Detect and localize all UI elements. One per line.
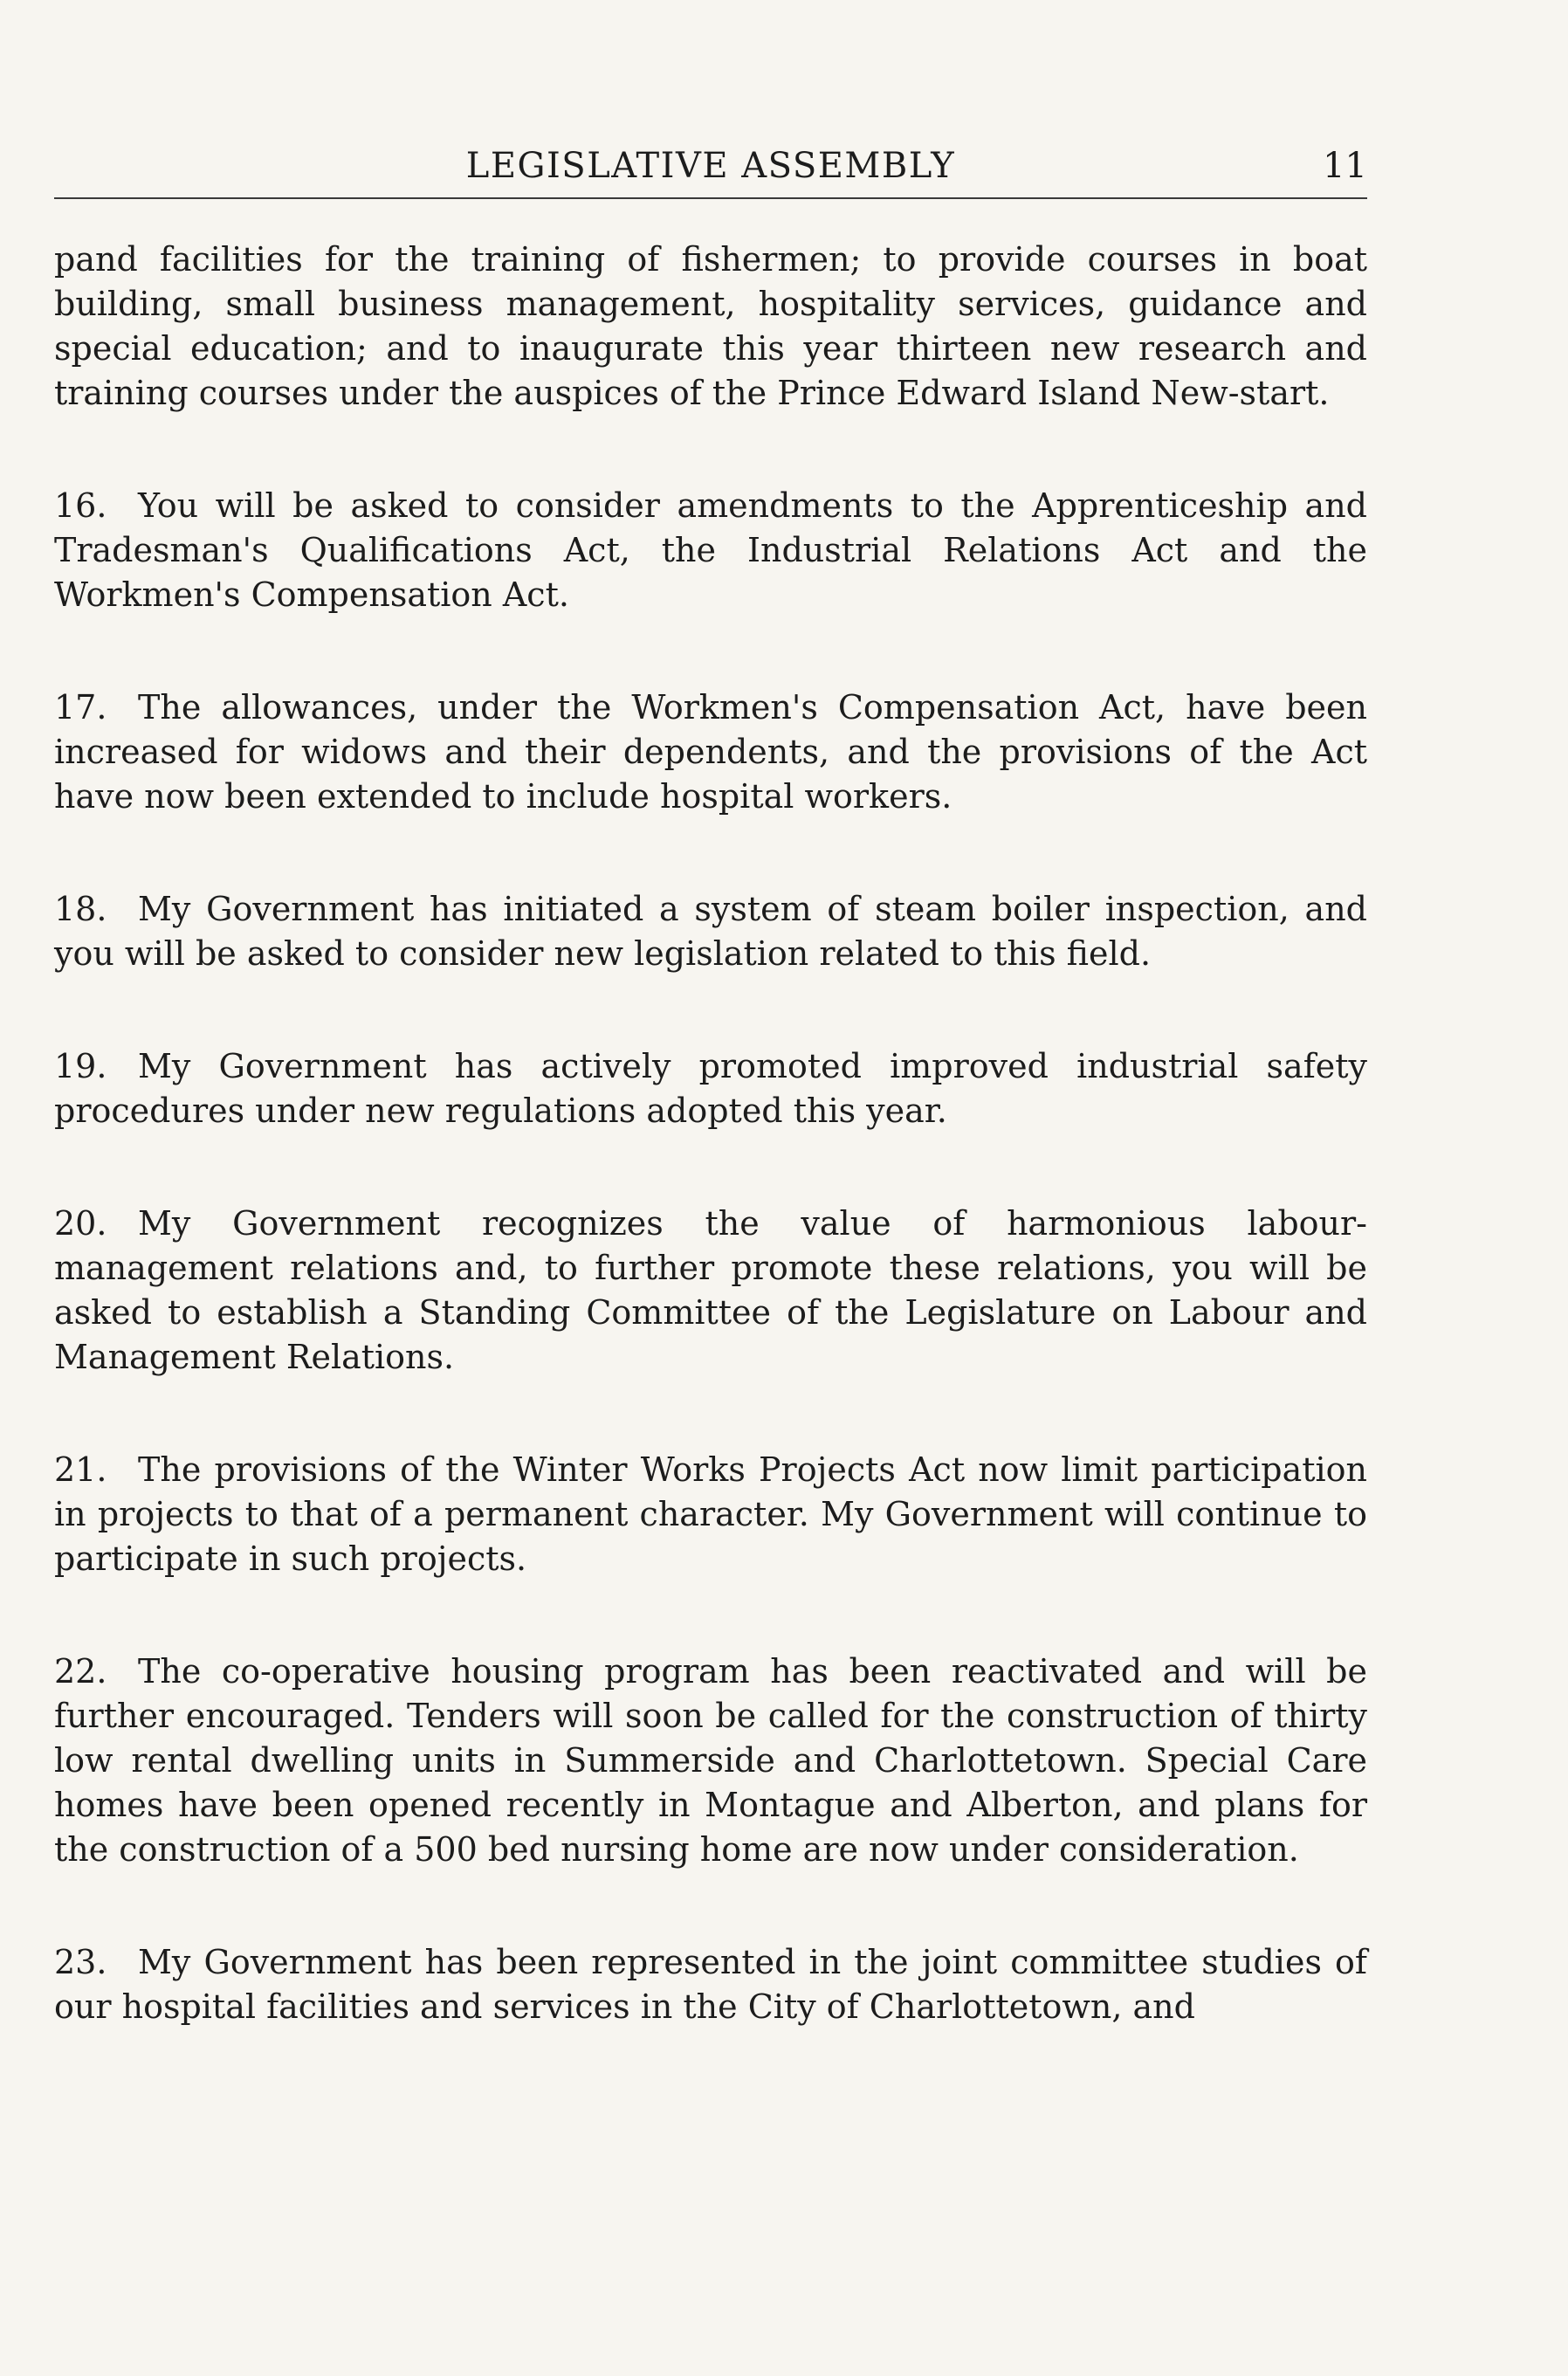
- paragraph-number: 22.: [54, 1652, 107, 1691]
- paragraph-22: [54, 1649, 1367, 1872]
- page-number: 11: [1323, 146, 1367, 186]
- page-header: [54, 145, 1367, 199]
- paragraph-text: My Government has actively promoted improved industrial safety procedures under new regulations adopted this year.: [54, 1047, 1367, 1130]
- paragraph-continuation: [54, 238, 1367, 416]
- paragraph-number: 20.: [54, 1204, 107, 1243]
- paragraph-text: My Government recognizes the value of harmonious labour-management relations and, to further promote these relations, you will be asked to establish a Standing Committee of the Legislature on Labour and Management Relations.: [54, 1204, 1367, 1376]
- paragraph-text: You will be asked to consider amendments to the Apprenticeship and Tradesman's Qualifications Act, the Industrial Relations Act and the Workmen's Compensation Act.: [54, 486, 1367, 614]
- paragraph-number: 16.: [54, 486, 107, 525]
- paragraph-text: The allowances, under the Workmen's Compensation Act, have been increased for widows and their dependents, and the provisions of the Act have now been extended to include hospital workers.: [54, 688, 1367, 816]
- paragraph-16: [54, 484, 1367, 617]
- paragraph-text: My Government has initiated a system of steam boiler inspection, and you will be asked to consider new legislation related to this field.: [54, 890, 1367, 973]
- paragraph-number: 21.: [54, 1450, 107, 1489]
- paragraph-number: 18.: [54, 890, 107, 928]
- paragraph-18: [54, 887, 1367, 976]
- paragraph-text: pand facilities for the training of fishermen; to provide courses in boat building, small business management, hospitality services, guidance and special education; and to inaugurate this year thirteen new research and training courses under the auspices of the Prince Edward Island New-start.: [54, 240, 1367, 412]
- body-text: [54, 238, 1367, 2029]
- paragraph-text: The co-operative housing program has been reactivated and will be further encouraged. Tenders will soon be called for the construction of thirty low rental dwelling units in Summerside and Charlottetown. Special Care homes have been opened recently in Montague and Alberton, and plans for the construction of a 500 bed nursing home are now under consideration.: [54, 1652, 1367, 1869]
- paragraph-20: [54, 1202, 1367, 1380]
- paragraph-17: [54, 685, 1367, 819]
- paragraph-21: [54, 1448, 1367, 1581]
- paragraph-19: [54, 1044, 1367, 1133]
- running-title: LEGISLATIVE ASSEMBLY: [465, 146, 956, 186]
- paragraph-text: My Government has been represented in the joint committee studies of our hospital facilities and services in the City of Charlottetown, and: [54, 1943, 1367, 2026]
- paragraph-text: The provisions of the Winter Works Projects Act now limit participation in projects to that of a permanent character. My Government will continue to participate in such projects.: [54, 1450, 1367, 1578]
- paragraph-number: 23.: [54, 1943, 107, 1981]
- paragraph-number: 19.: [54, 1047, 107, 1085]
- paragraph-23: [54, 1940, 1367, 2029]
- paragraph-number: 17.: [54, 688, 107, 727]
